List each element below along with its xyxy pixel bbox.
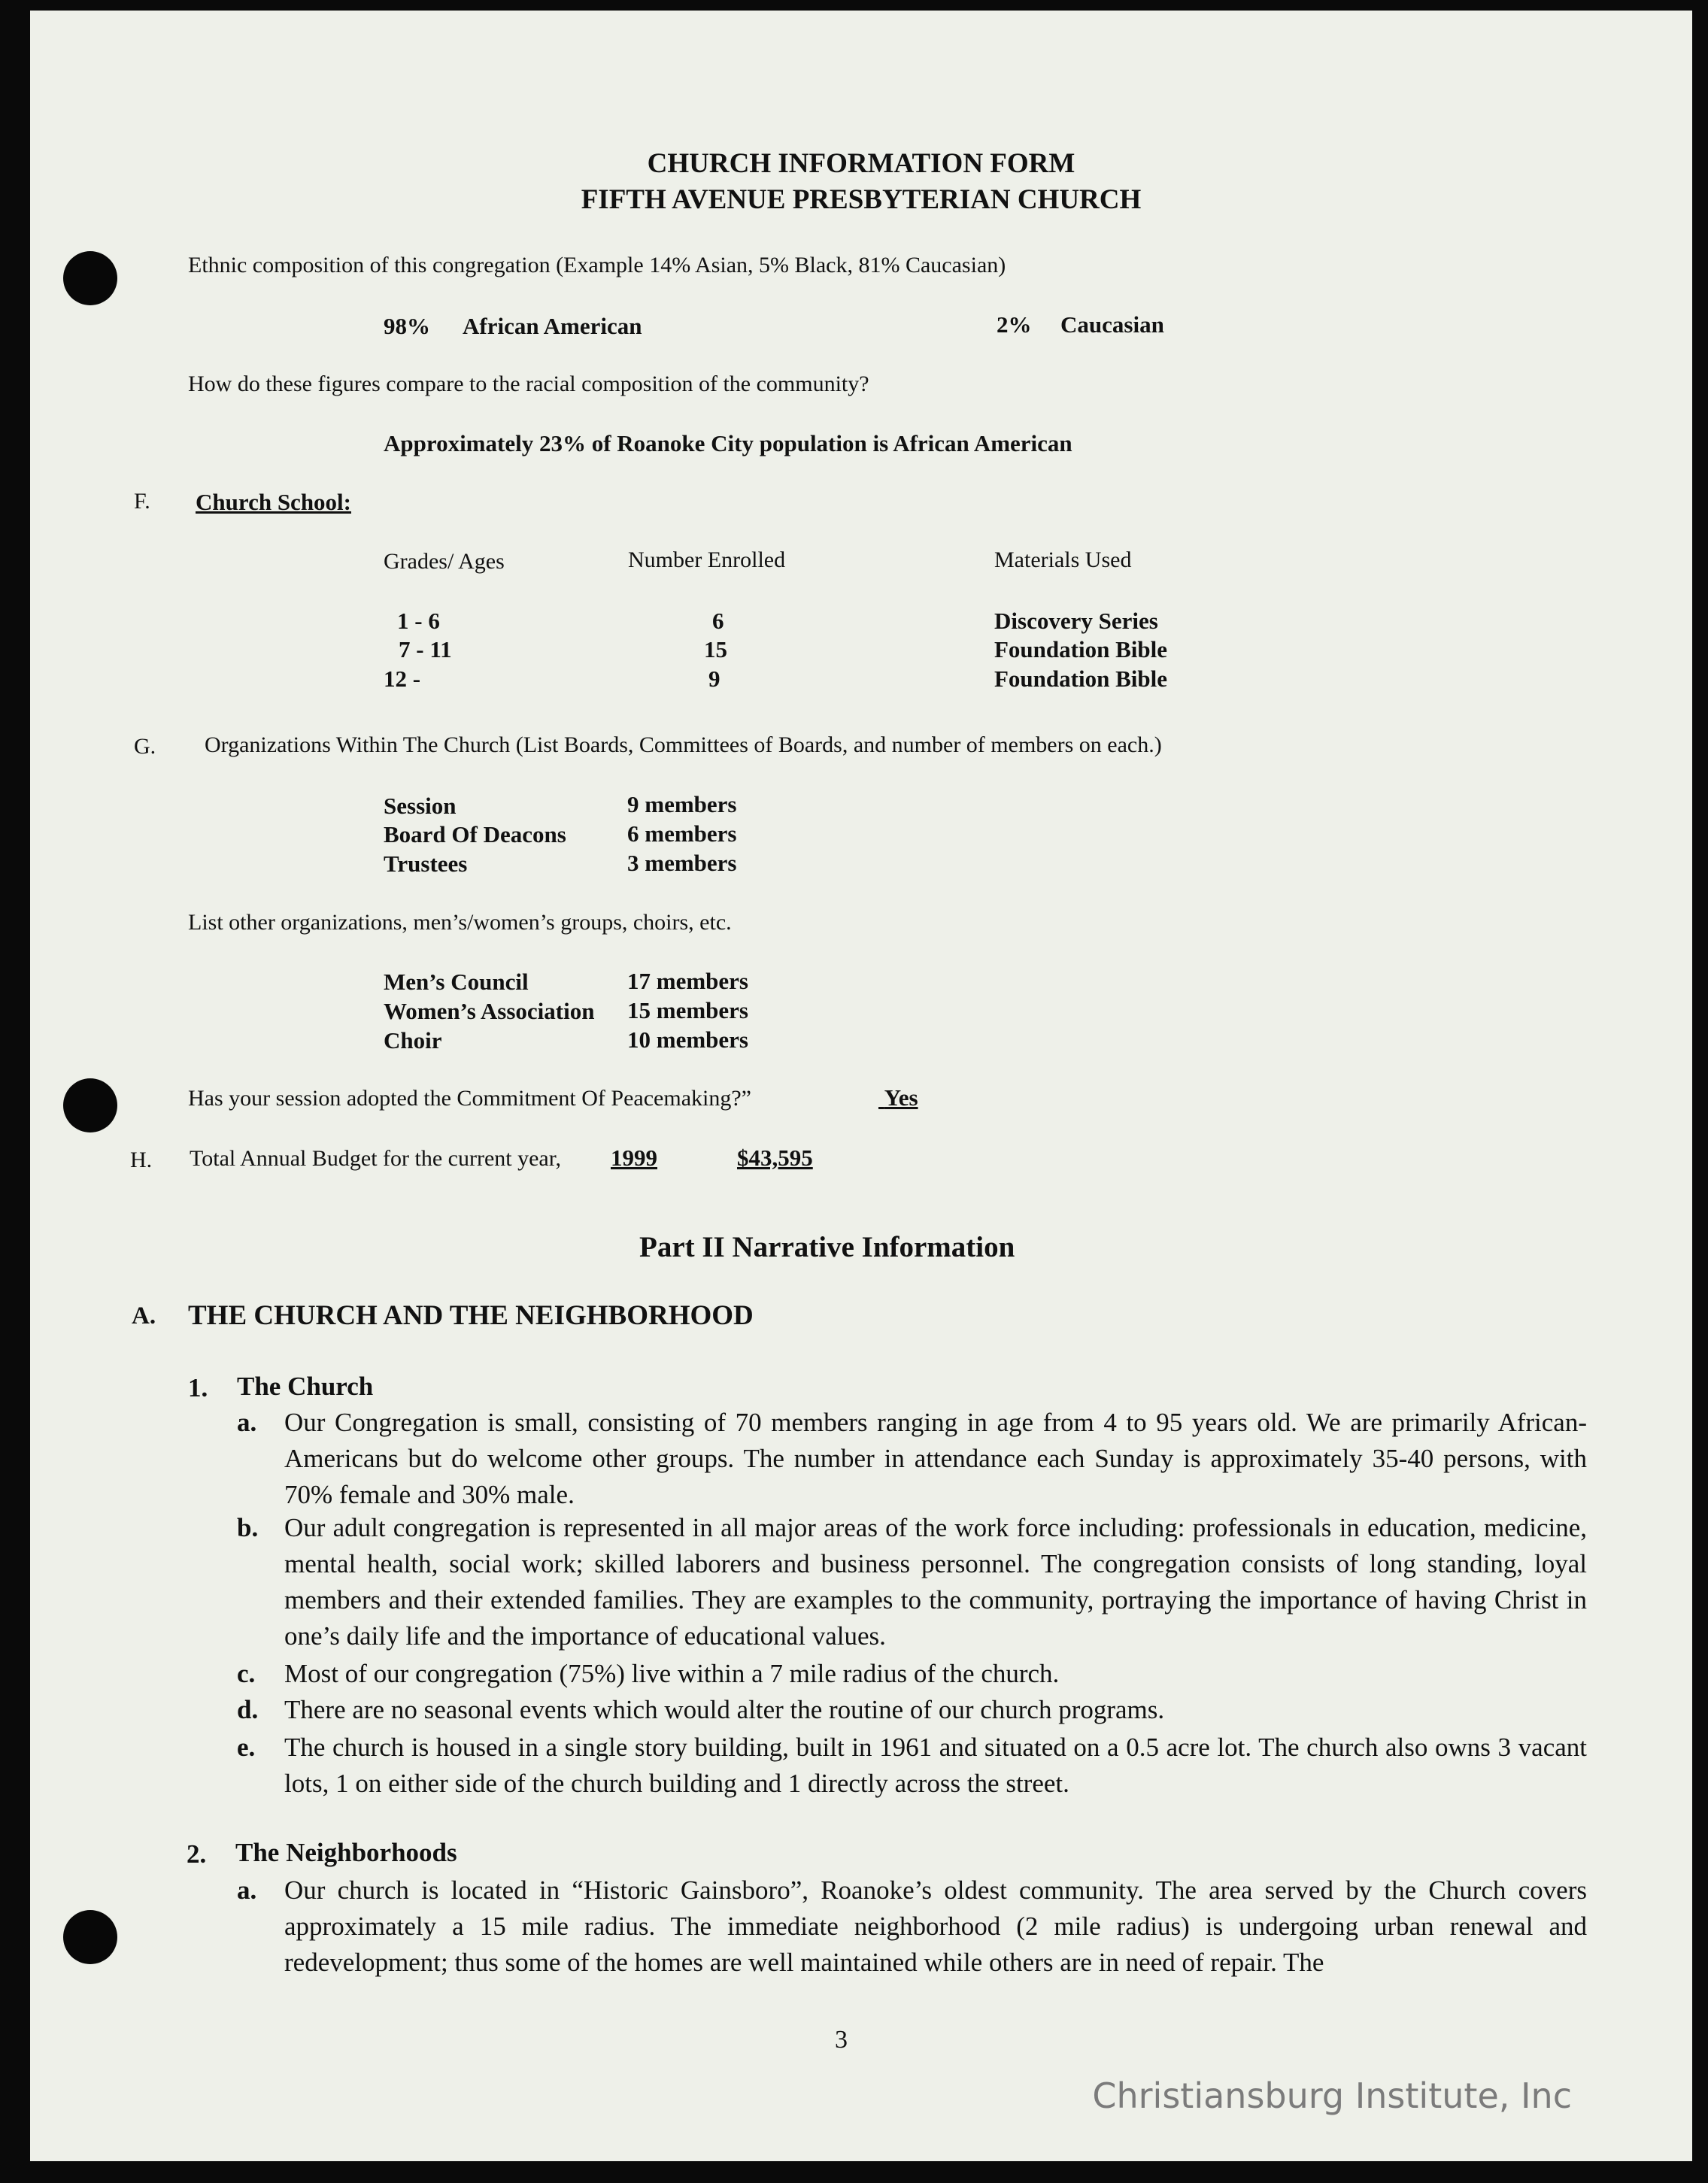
row3-materials: Foundation Bible xyxy=(994,666,1167,692)
watermark: Christiansburg Institute, Inc xyxy=(1092,2075,1572,2116)
subsection-2-title: The Neighborhoods xyxy=(235,1838,457,1867)
board-name-2: Board Of Deacons xyxy=(384,821,566,847)
punch-hole-bottom xyxy=(63,1910,117,1964)
ethnic-pct-1: 98% xyxy=(384,313,430,339)
form-title-line2: FIFTH AVENUE PRESBYTERIAN CHURCH xyxy=(581,184,1142,215)
church-item-d-text: There are no seasonal events which would alter the routine of our church programs. xyxy=(284,1695,1165,1724)
section-h-letter: H. xyxy=(130,1148,153,1172)
part2-title: Part II Narrative Information xyxy=(639,1231,1015,1263)
section-a-title: THE CHURCH AND THE NEIGHBORHOOD xyxy=(188,1300,754,1331)
col-header-grades: Grades/ Ages xyxy=(384,549,505,574)
church-item-c-text: Most of our congregation (75%) live within a 7 mile radius of the church. xyxy=(284,1659,1060,1688)
form-title-line1: CHURCH INFORMATION FORM xyxy=(647,148,1075,179)
ethnic-pct-2: 2% xyxy=(997,311,1032,338)
church-item-b-text: Our adult congregation is represented in all major areas of the work force including: professionals in education, medicine, mental health, social work; skilled laborers and business personnel. The congregation consists of long standing, loyal members and their extended families. They are examples to the community, portraying the importance of having Christ in one’s daily life and the importance of educational values. xyxy=(284,1513,1587,1651)
compare-answer: Approximately 23% of Roanoke City population is African American xyxy=(384,430,1072,456)
budget-amount: $43,595 xyxy=(737,1145,813,1171)
row1-grades: 1 - 6 xyxy=(397,608,440,634)
church-item-d-label: d. xyxy=(237,1695,259,1724)
other-orgs-question: List other organizations, men’s/women’s groups, choirs, etc. xyxy=(188,910,732,935)
section-g-question: Organizations Within The Church (List Boards, Committees of Boards, and number of members on each.) xyxy=(205,732,1162,757)
ethnic-group-1: African American xyxy=(463,313,642,339)
ethnic-group-2: Caucasian xyxy=(1060,311,1164,338)
church-item-e-label: e. xyxy=(237,1733,256,1762)
row2-enrolled: 15 xyxy=(704,636,727,662)
budget-label: Total Annual Budget for the current year, xyxy=(190,1146,562,1171)
subsection-1-title: The Church xyxy=(237,1372,374,1401)
row3-grades: 12 - xyxy=(384,666,421,692)
church-item-a-text: Our Congregation is small, consisting of 70 members ranging in age from 4 to 95 years old. We are primarily African-Americans but do welcome other groups. The number in attendance each Sunday is approximately 35-40 persons, with 70% female and 30% male. xyxy=(284,1408,1587,1509)
org-members-2: 15 members xyxy=(627,997,748,1023)
church-item-b-label: b. xyxy=(237,1513,259,1542)
org-name-3: Choir xyxy=(384,1027,442,1054)
row2-grades: 7 - 11 xyxy=(399,636,452,662)
document-page xyxy=(30,11,1692,2161)
board-name-1: Session xyxy=(384,793,457,819)
punch-hole-middle xyxy=(63,1078,117,1132)
neighborhood-item-a-text: Our church is located in “Historic Gainsboro”, Roanoke’s oldest community. The area served by the Church covers approximately a 15 mile radius. The immediate neighborhood (2 mile radius) is undergoing urban renewal and redevelopment; thus some of the homes are well maintained while others are in need of repair. The xyxy=(284,1875,1587,1977)
church-item-c-label: c. xyxy=(237,1659,256,1688)
peacemaking-answer: Yes xyxy=(884,1084,918,1111)
compare-question: How do these figures compare to the racial composition of the community? xyxy=(188,371,869,396)
row2-materials: Foundation Bible xyxy=(994,636,1167,662)
board-members-1: 9 members xyxy=(627,791,737,817)
ethnic-question: Ethnic composition of this congregation (Example 14% Asian, 5% Black, 81% Caucasian) xyxy=(188,253,1006,277)
org-name-1: Men’s Council xyxy=(384,969,529,995)
church-item-a-label: a. xyxy=(237,1408,257,1437)
section-f-letter: F. xyxy=(134,489,150,514)
col-header-enrolled: Number Enrolled xyxy=(628,547,786,572)
neighborhood-item-a-label: a. xyxy=(237,1875,257,1905)
org-name-2: Women’s Association xyxy=(384,998,595,1024)
church-item-e-text: The church is housed in a single story building, built in 1961 and situated on a 0.5 acre lot. The church also owns 3 vacant lots, 1 on either side of the church building and 1 directly across the street. xyxy=(284,1733,1587,1798)
budget-year: 1999 xyxy=(611,1145,657,1171)
punch-hole-top xyxy=(63,251,117,305)
subsection-2-number: 2. xyxy=(187,1839,207,1869)
section-g-letter: G. xyxy=(134,734,156,759)
row1-materials: Discovery Series xyxy=(994,608,1158,634)
page-number: 3 xyxy=(835,2026,848,2054)
row1-enrolled: 6 xyxy=(712,608,724,634)
section-f-title: Church School: xyxy=(196,489,351,515)
section-a-letter: A. xyxy=(132,1302,156,1330)
row3-enrolled: 9 xyxy=(708,666,721,692)
board-members-2: 6 members xyxy=(627,820,737,847)
peacemaking-question: Has your session adopted the Commitment Of Peacemaking?” xyxy=(188,1086,751,1111)
board-members-3: 3 members xyxy=(627,850,737,876)
org-members-1: 17 members xyxy=(627,968,748,994)
subsection-1-number: 1. xyxy=(188,1373,208,1402)
org-members-3: 10 members xyxy=(627,1026,748,1053)
board-name-3: Trustees xyxy=(384,850,468,877)
col-header-materials: Materials Used xyxy=(994,547,1132,572)
